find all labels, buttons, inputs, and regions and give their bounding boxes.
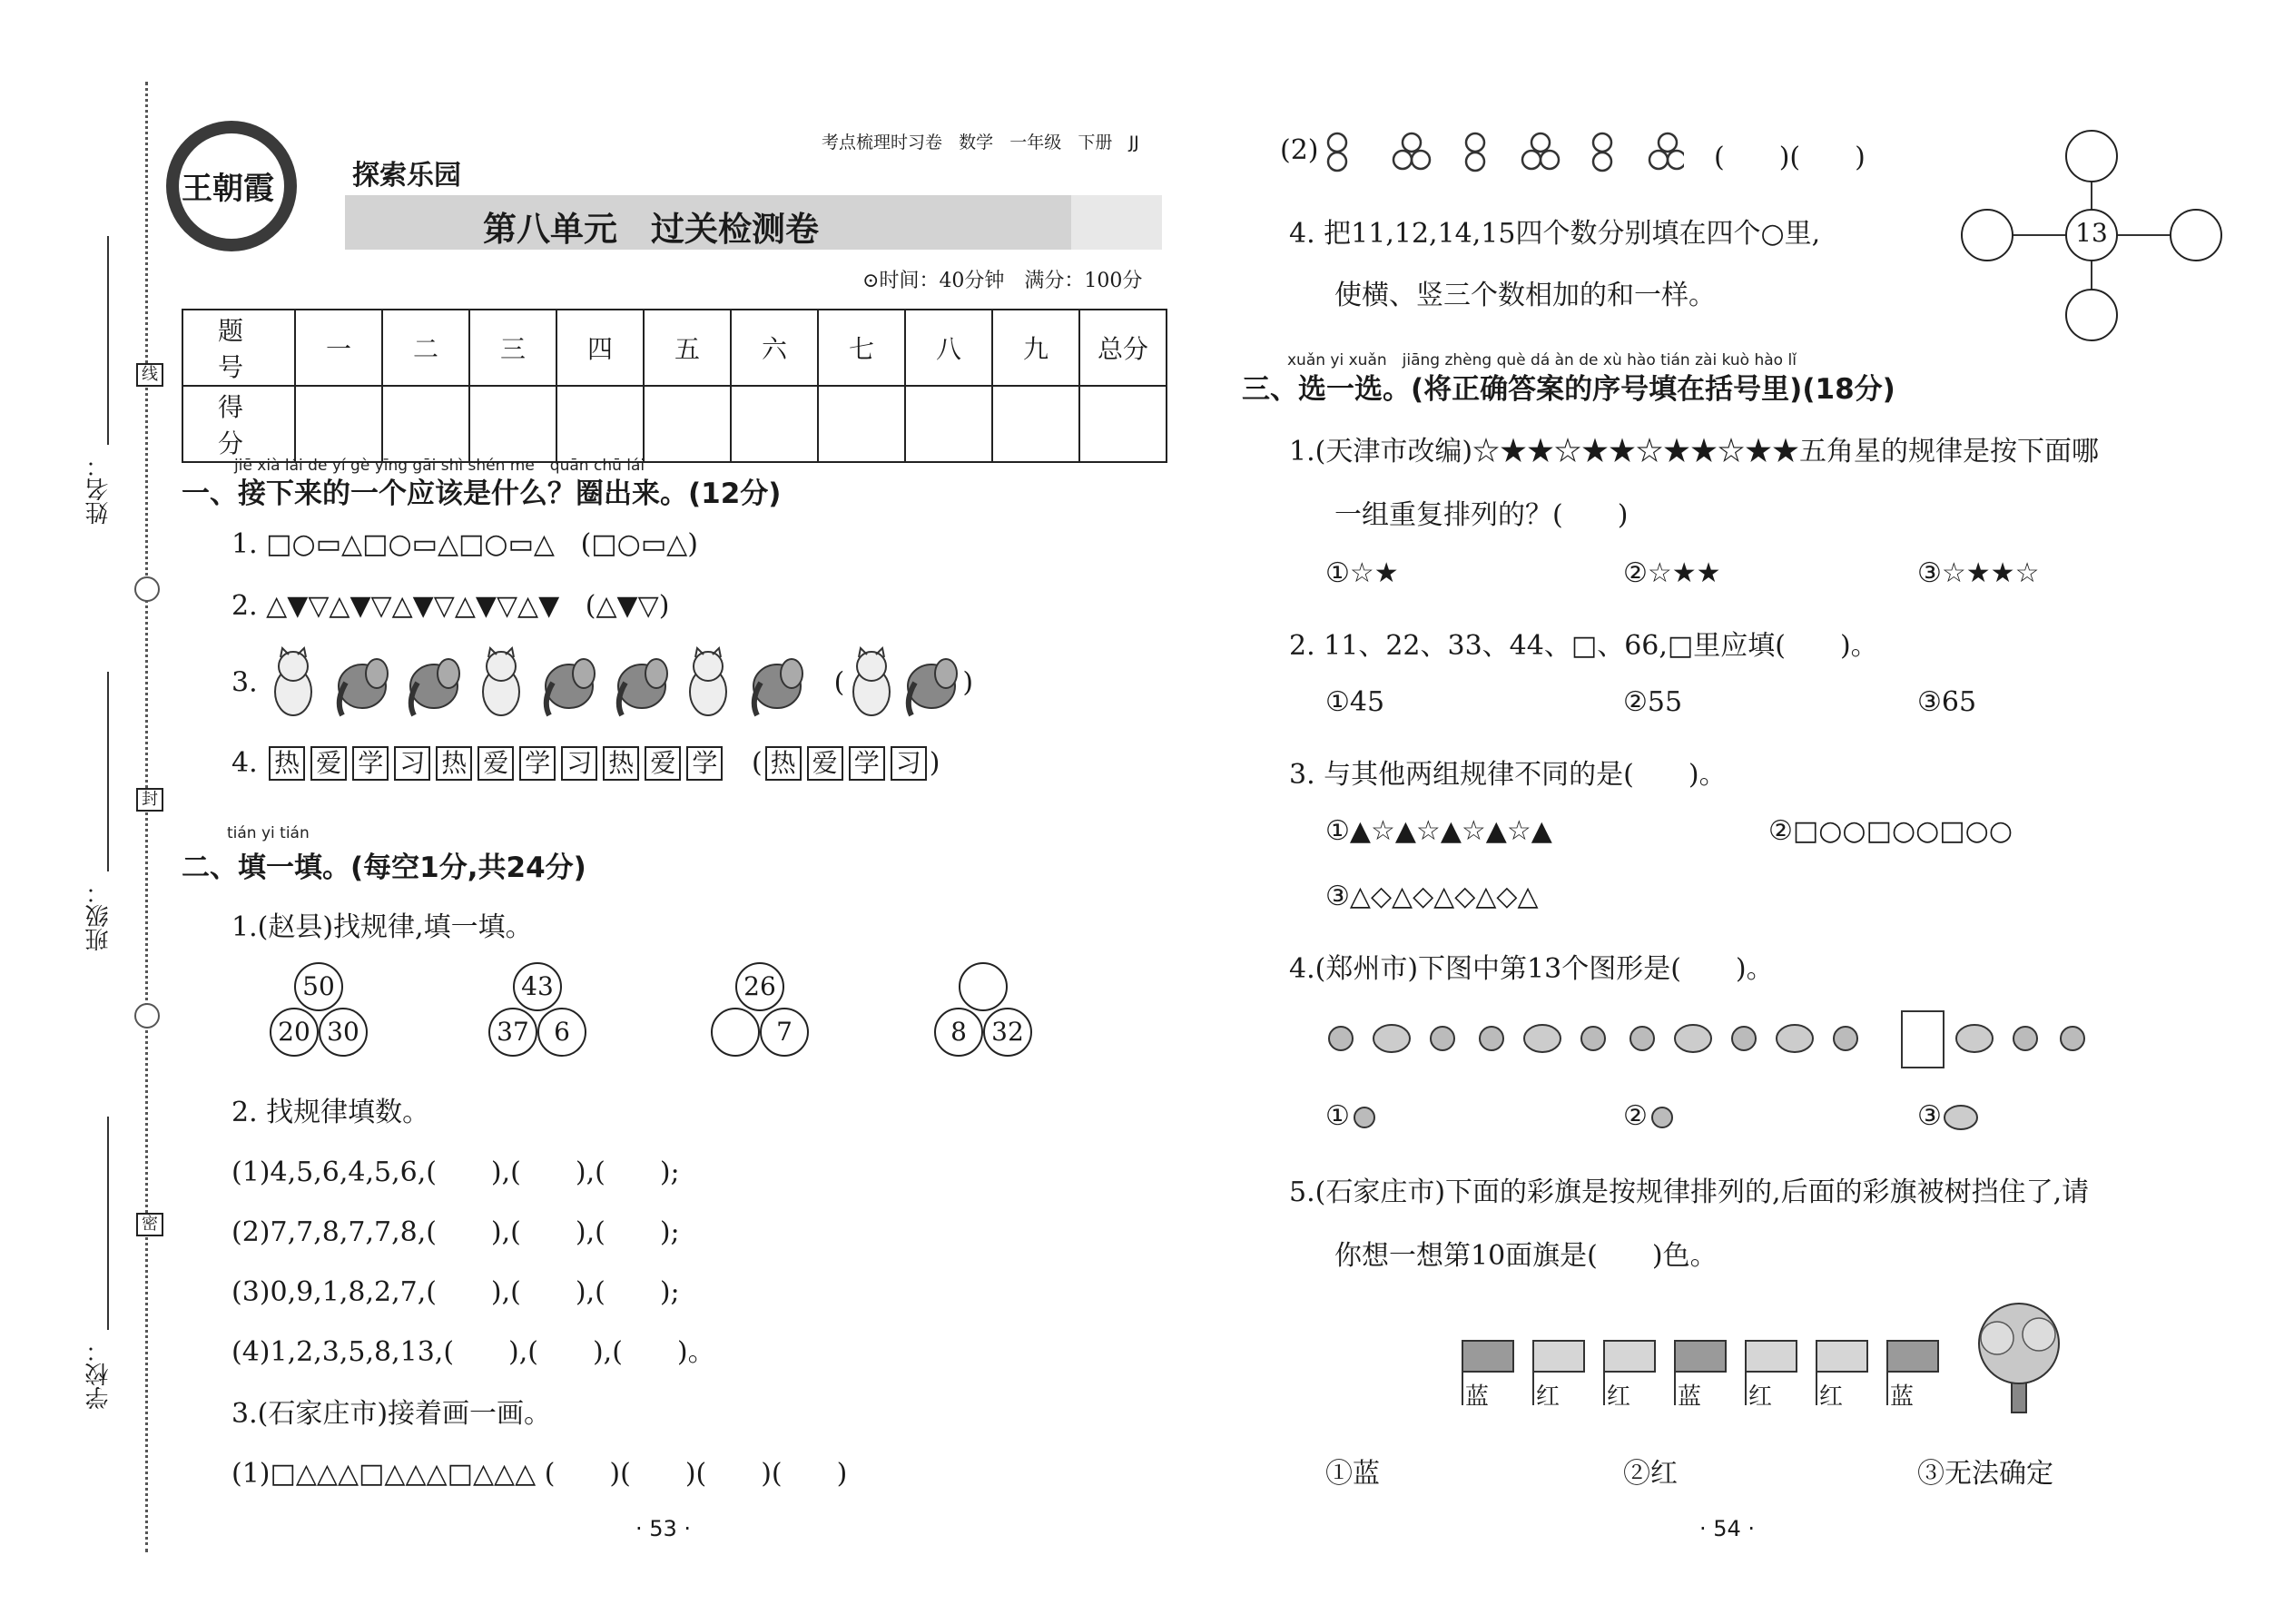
flag [1745,1340,1797,1373]
flag-label: 蓝 [1678,1383,1702,1411]
flag-pole [1674,1340,1676,1405]
cross-circle-right[interactable] [2170,209,2222,261]
part3-q1-option3[interactable]: ③☆★★☆ [1917,557,2040,589]
score-cell[interactable] [469,386,556,462]
part2-q2-line3[interactable]: (3)0,9,1,8,2,7,( ),( ),( ); [231,1276,680,1308]
part3-q1-option1[interactable]: ①☆★ [1325,557,1399,589]
circle-pattern-figure [1321,127,1684,182]
table-cell: 四 [556,310,644,386]
question-number: 2. [231,590,258,622]
volume: 下册 [1078,133,1113,153]
flag-pole [1532,1340,1534,1405]
margin-mark-secret: 密 [136,1213,163,1236]
char-box[interactable]: 习 [891,746,927,781]
part2-q3-line1[interactable]: (1)□△△△□△△△□△△△ ( )( )( )( ) [231,1458,848,1490]
part3-q3-option2[interactable]: ②□○○□○○□○○ [1768,815,2013,847]
char-box: 学 [519,746,556,781]
part1-q3: 3. ( ) [231,646,973,719]
part3-q4-option3[interactable] [1917,1100,1980,1132]
part2-q3-line2-answer[interactable]: ( )( ) [1714,142,1866,173]
series-info [822,129,1139,153]
question-number: 1. [231,528,258,560]
flag-pole [1886,1340,1888,1405]
part3-q5-text2[interactable]: 你想一想第10面旗是( )色。 [1334,1240,1718,1272]
margin-ornament [134,1003,160,1029]
table-cell: 题 号 [182,310,295,386]
part2-q2-text: 2. 找规律填数。 [231,1097,430,1128]
cat-icon [474,646,528,719]
name-label: 姓名： [85,454,113,525]
edition: JJ [1128,133,1139,153]
circle-right: 30 [319,1008,368,1057]
table-cell: 九 [992,310,1079,386]
part3-q2-option3[interactable]: ③65 [1917,686,1977,718]
brand-logo-text: 王朝霞 [182,171,274,207]
table-cell: 七 [818,310,905,386]
circle-top: 43 [513,962,562,1011]
score-table-header-row [182,310,1167,386]
score-cell[interactable] [731,386,818,462]
part2-q2-line1[interactable]: (1)4,5,6,4,5,6,( ),( ),( ); [231,1156,680,1188]
school-line [107,1117,109,1330]
part2-q4-text1: 4. 把11,12,14,15四个数分别填在四个○里, [1289,218,1821,250]
margin-mark-line: 线 [136,363,163,387]
flag-label: 红 [1819,1383,1844,1411]
elephant-icon [744,646,808,719]
class-label: 班级： [85,881,113,951]
option-label: ① [1325,1100,1350,1132]
option-label: ② [1623,1100,1648,1132]
cross-circle-bottom[interactable] [2065,289,2118,341]
elephant-icon [330,646,393,719]
cat-icon [266,646,320,719]
section-label: 探索乐园 [352,160,461,192]
char-box: 学 [686,746,723,781]
flag [1886,1340,1939,1373]
char-box: 热 [603,746,639,781]
grade: 一年级 [1009,133,1062,153]
part2-q3-text: 3.(石家庄市)接着画一画。 [231,1398,552,1430]
part3-q1-text1: 1.(天津市改编)☆★★☆★★☆★★☆★★五角星的规律是按下面哪 [1289,436,2100,468]
char-box: 热 [269,746,305,781]
class-line [107,672,109,871]
score-table [182,309,1167,463]
flag-label: 红 [1748,1383,1773,1411]
part2-q2-line2[interactable]: (2)7,7,8,7,7,8,( ),( ),( ); [231,1216,680,1248]
small-flower-icon [1648,1103,1677,1132]
char-box: 学 [352,746,389,781]
circle-right: 32 [983,1008,1032,1057]
flag-label: 红 [1607,1383,1631,1411]
score-cell[interactable] [556,386,644,462]
part3-q3-option1[interactable]: ①▲☆▲☆▲☆▲☆▲ [1325,815,1552,847]
cat-icon [681,646,735,719]
char-box: 习 [394,746,430,781]
flag [1462,1340,1514,1373]
part3-q1-option2[interactable]: ②☆★★ [1623,557,1721,589]
circle-right: 6 [537,1008,586,1057]
score-cell[interactable] [1079,386,1167,462]
part3-heading: 三、选一选。(将正确答案的序号填在括号里)(18分) [1242,373,1895,406]
part3-q5-option1[interactable]: ①蓝 [1325,1458,1380,1490]
sub-label: (2) [1280,134,1319,166]
table-cell: 六 [731,310,818,386]
flower-pattern-figure [1321,1009,2092,1069]
flag-pole [1603,1340,1605,1405]
table-cell: 二 [382,310,469,386]
score-table-score-row [182,386,1167,462]
subject: 数学 [959,133,994,153]
score-cell[interactable] [905,386,992,462]
tree-icon [1961,1298,2079,1416]
elephant-icon [609,646,673,719]
part3-q5-text1: 5.(石家庄市)下面的彩旗是按规律排列的,后面的彩旗被树挡住了,请 [1289,1176,2090,1208]
circle-left: 37 [488,1008,537,1057]
char-box[interactable]: 热 [765,746,802,781]
char-box[interactable]: 学 [849,746,885,781]
question-number: 3. [231,666,258,699]
flag-label: 红 [1536,1383,1561,1411]
answer-choice[interactable]: (△▼▽) [585,590,670,622]
part3-q5-option3[interactable]: ③无法确定 [1917,1458,2053,1490]
clock-icon: ⊙ [862,270,880,292]
time-text: 时间：40分钟 满分：100分 [879,270,1143,292]
page-title: 第八单元 过关检测卷 [483,210,819,249]
char-box: 爱 [478,746,514,781]
part3-q5-option2[interactable]: ②红 [1623,1458,1678,1490]
part3-q2-option1[interactable]: ①45 [1325,686,1385,718]
part1-q1 [231,528,698,560]
part2-q4-text2: 使横、竖三个数相加的和一样。 [1334,280,1716,311]
char-box: 爱 [645,746,681,781]
series-name: 考点梳理时习卷 [822,133,943,153]
cross-circle-top[interactable] [2065,130,2118,182]
part2-heading: 二、填一填。(每空1分,共24分) [182,851,586,884]
flag [1816,1340,1868,1373]
circle-right: 7 [760,1008,809,1057]
part3-q3-option3[interactable]: ③△◇△◇△◇△◇△ [1325,881,1539,912]
part1-q4: 4. 热 爱 学 习 热 爱 学 习 热 爱 学 ( 热 爱 学 习 ) [231,747,940,779]
score-cell[interactable] [295,386,382,462]
score-cell[interactable] [644,386,731,462]
table-cell: 三 [469,310,556,386]
table-cell: 得 分 [182,386,295,462]
page-number-right: · 54 · [1699,1516,1756,1541]
circle-top: 50 [294,962,343,1011]
option-label: ③ [1917,1100,1942,1132]
score-cell[interactable] [382,386,469,462]
part3-q2-text[interactable]: 2. 11、22、33、44、□、66,□里应填( )。 [1289,630,1878,662]
question-number: 4. [231,747,258,779]
part2-pinyin: tián yi tián [227,824,310,842]
flag [1532,1340,1585,1373]
table-cell: 总分 [1079,310,1167,386]
part2-q1-text: 1.(赵县)找规律,填一填。 [231,911,533,943]
circle-top-blank[interactable] [959,962,1008,1011]
char-box: 热 [436,746,472,781]
part2-q2-line4[interactable]: (4)1,2,3,5,8,13,( ),( ),( )。 [231,1336,715,1368]
part3-q4-option2[interactable] [1623,1100,1677,1132]
flag-label: 蓝 [1465,1383,1490,1411]
part1-pinyin: jiē xià lái de yí gè yīng gāi shì shén me quān chū lái [234,457,645,475]
part1-q2 [231,590,669,622]
part3-q2-option2[interactable]: ②55 [1623,686,1683,718]
flag-label: 蓝 [1890,1383,1915,1411]
flag-pole [1816,1340,1817,1405]
cat-icon[interactable] [844,646,899,719]
circle-top: 26 [735,962,784,1011]
table-cell: 一 [295,310,382,386]
table-cell: 五 [644,310,731,386]
binding-dotted-line [145,82,148,1552]
char-box[interactable]: 爱 [807,746,843,781]
char-box: 习 [561,746,597,781]
part3-pinyin: xuǎn yi xuǎn jiāng zhèng què dá àn de xù hào tián zài kuò hào lǐ [1287,351,1797,369]
circle-left: 20 [270,1008,319,1057]
shape-sequence: △▼▽△▼▽△▼▽△▼▽△▼ [266,590,560,622]
margin-ornament [134,576,160,602]
cross-circle-left[interactable] [1961,209,2013,261]
part3-q3-text[interactable]: 3. 与其他两组规律不同的是( )。 [1289,759,1727,791]
shape-sequence: □○▭△□○▭△□○▭△ [266,528,555,560]
flag-pole [1745,1340,1747,1405]
elephant-icon[interactable] [899,646,962,719]
time-info [862,265,1142,293]
flag [1603,1340,1656,1373]
table-cell: 八 [905,310,992,386]
answer-choice[interactable]: (□○▭△) [580,528,698,560]
flag-pole [1462,1340,1463,1405]
elephant-icon [401,646,465,719]
page-number-left: · 53 · [635,1516,692,1541]
char-box: 爱 [310,746,347,781]
part3-q4-text[interactable]: 4.(郑州市)下图中第13个图形是( )。 [1289,953,1774,985]
circle-left-blank[interactable] [711,1008,760,1057]
part2-q3-line2 [1280,134,1319,166]
small-flower-icon [1350,1103,1379,1132]
margin-mark-seal: 封 [136,788,163,812]
elephant-icon [537,646,600,719]
large-flower-icon [1942,1103,1980,1132]
part3-q1-text2[interactable]: 一组重复排列的？( ) [1334,499,1629,531]
circle-left: 8 [934,1008,983,1057]
name-line [107,236,109,445]
score-cell[interactable] [992,386,1079,462]
cross-circle-center: 13 [2065,209,2118,261]
score-cell[interactable] [818,386,905,462]
flag [1674,1340,1727,1373]
part1-heading: 一、接下来的一个应该是什么？圈出来。(12分) [182,477,782,510]
part3-q4-option1[interactable] [1325,1100,1379,1132]
school-label: 学校： [85,1339,113,1410]
